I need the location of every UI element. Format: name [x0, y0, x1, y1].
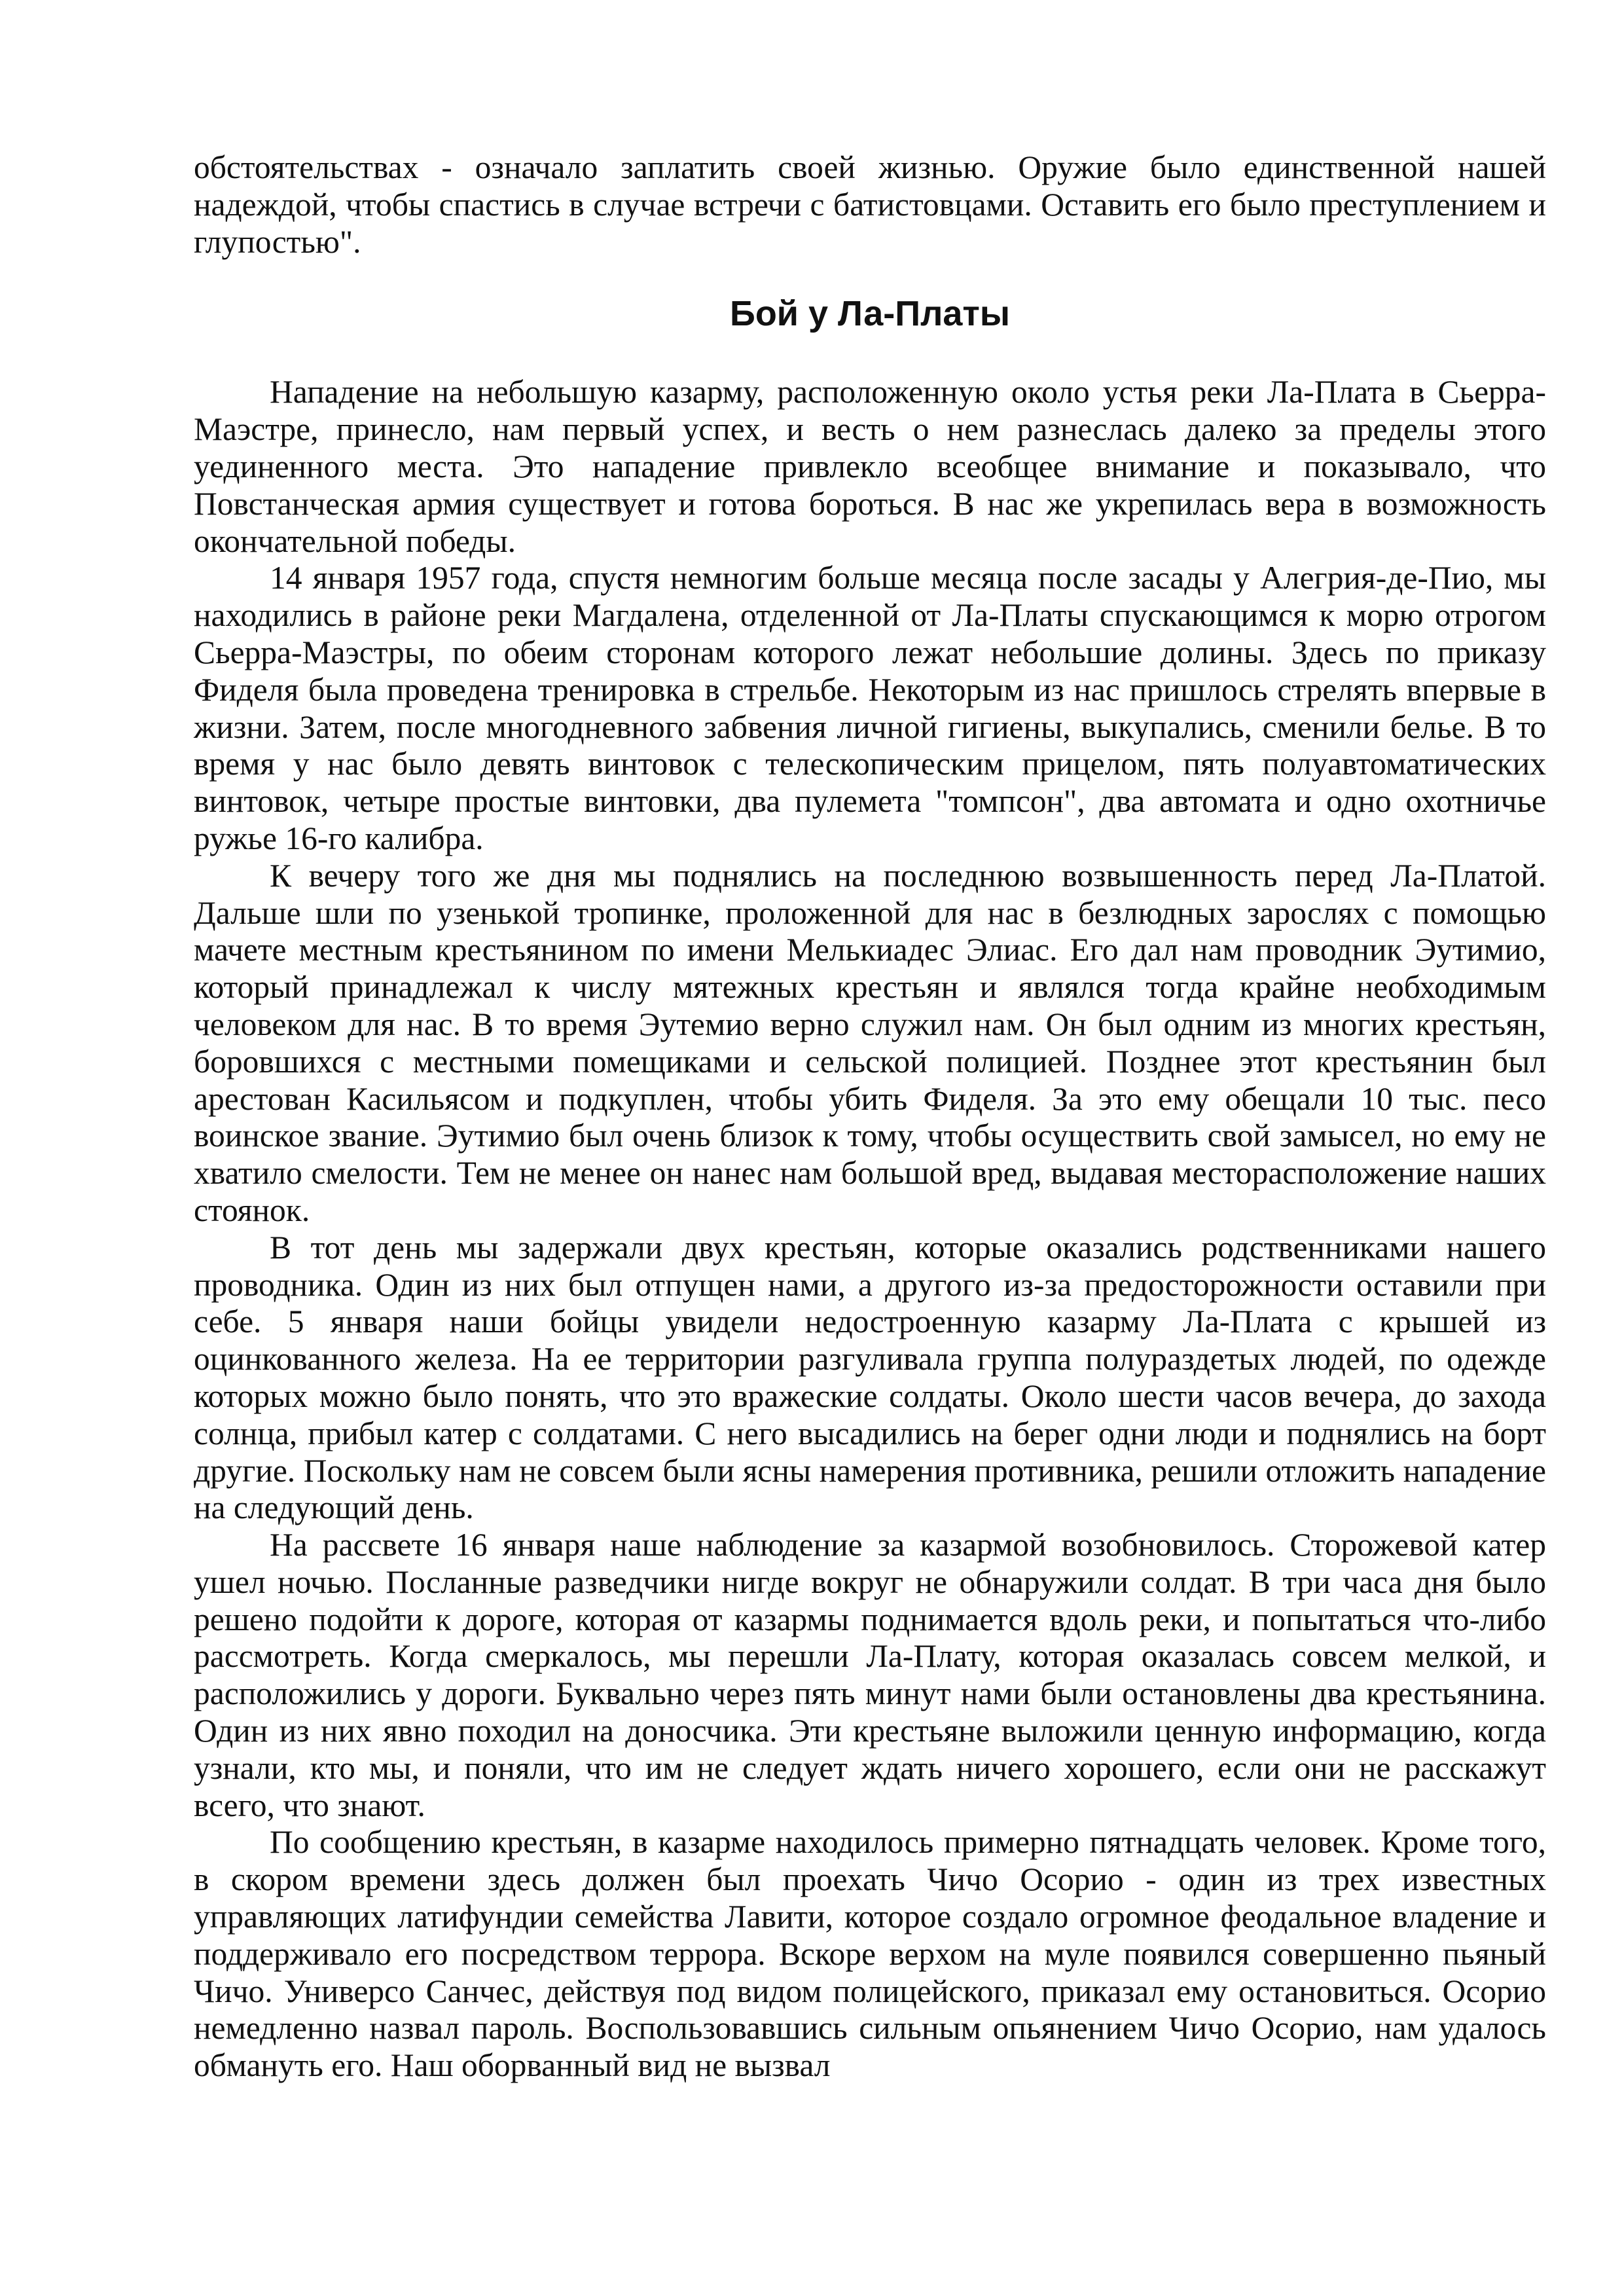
paragraph-2: 14 января 1957 года, спустя немногим больше месяца после засады у Алегрия-де-Пио, мы находились в районе реки Магдалена, отделенной от Ла-Платы спускающимся к морю отрогом Сьерра-Маэстры, по обеим сторонам которого лежат небольшие долины. Здесь по приказу Фиделя была проведена тренировка в стрельбе. Некоторым из нас пришлось стрелять впервые в жизни. Затем, после многодневного забвения личной гигиены, выкупались, сменили белье. В то время у нас было девять винтовок с телескопическим прицелом, пять полуавтоматических винтовок, четыре простые винтовки, два пулемета "томпсон", два автомата и одно охотничье ружье 16-го калибра.: [194, 560, 1546, 856]
paragraph-1: Нападение на небольшую казарму, расположенную около устья реки Ла-Плата в Сьерра-Маэстре, принесло, нам первый успех, и весть о нем разнеслась далеко за пределы этого уединенного места. Это нападение привлекло всеобщее внимание и показывало, что Повстанческая армия существует и готова бороться. В нас же укрепилась вера в возможность окончательной победы.: [194, 374, 1546, 559]
document-body: [194, 149, 1546, 2085]
intro-paragraph: обстоятельствах - означало заплатить своей жизнью. Оружие было единственной нашей надеждой, чтобы спастись в случае встречи с батистовцами. Оставить его было преступлением и глупостью".: [194, 149, 1546, 260]
paragraph-4: В тот день мы задержали двух крестьян, которые оказались родственниками нашего проводника. Один из них был отпущен нами, а другого из-за предосторожности оставили при себе. 5 января наши бойцы увидели недостроенную казарму Ла-Плата с крышей из оцинкованного железа. На ее территории разгуливала группа полураздетых людей, по одежде которых можно было понять, что это вражеские солдаты. Около шести часов вечера, до захода солнца, прибыл катер с солдатами. С него высадились на берег одни люди и поднялись на борт другие. Поскольку нам не совсем были ясны намерения противника, решили отложить нападение на следующий день.: [194, 1229, 1546, 1526]
paragraph-3: К вечеру того же дня мы поднялись на последнюю возвышенность перед Ла-Платой. Дальше шли по узенькой тропинке, проложенной для нас в безлюдных зарослях с помощью мачете местным крестьянином по имени Мелькиадес Элиас. Его дал нам проводник Эутимио, который принадлежал к числу мятежных крестьян и являлся тогда крайне необходимым человеком для нас. В то время Эутемио верно служил нам. Он был одним из многих крестьян, боровшихся с местными помещиками и сельской полицией. Позднее этот крестьянин был арестован Касильясом и подкуплен, чтобы убить Фиделя. За это ему обещали 10 тыс. песо воинское звание. Эутимио был очень близок к тому, чтобы осуществить свой замысел, но ему не хватило смелости. Тем не менее он нанес нам большой вред, выдавая месторасположение наших стоянок.: [194, 857, 1546, 1228]
paragraph-5: На рассвете 16 января наше наблюдение за казармой возобновилось. Сторожевой катер ушел ночью. Посланные разведчики нигде вокруг не обнаружили солдат. В три часа дня было решено подойти к дороге, которая от казармы поднимается вдоль реки, и попытаться что-либо рассмотреть. Когда смеркалось, мы перешли Ла-Плату, которая оказалась совсем мелкой, и расположились у дороги. Буквально через пять минут нами были остановлены два крестьянина. Один из них явно походил на доносчика. Эти крестьяне выложили ценную информацию, когда узнали, кто мы, и поняли, что им не следует ждать ничего хорошего, если они не расскажут всего, что знают.: [194, 1527, 1546, 1823]
paragraph-6: По сообщению крестьян, в казарме находилось примерно пятнадцать человек. Кроме того, в скором времени здесь должен был проехать Чичо Осорио - один из трех известных управляющих латифундии семейства Лавити, которое создало огромное феодальное владение и поддерживало его посредством террора. Вскоре верхом на муле появился совершенно пьяный Чичо. Универсо Санчес, действуя под видом полицейского, приказал ему остановиться. Осорио немедленно назвал пароль. Воспользовавшись сильным опьянением Чичо Осорио, нам удалось обмануть его. Наш оборванный вид не вызвал: [194, 1824, 1546, 2084]
section-title: Бой у Ла-Платы: [730, 294, 1010, 334]
